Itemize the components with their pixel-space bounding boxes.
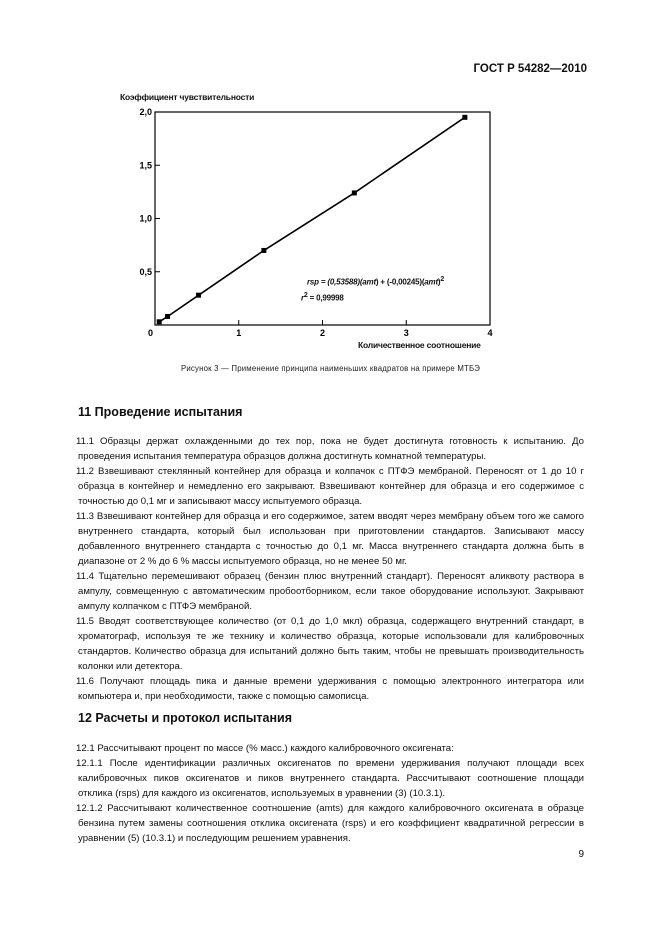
x-tick-label: 1 (236, 328, 242, 338)
x-tick-label: 0 (147, 328, 153, 338)
x-tick-label: 4 (487, 328, 493, 338)
section-11-body (78, 434, 584, 704)
data-point (352, 190, 357, 195)
chart-svg (110, 88, 530, 358)
calibration-figure (110, 88, 530, 368)
document-header: ГОСТ Р 54282—2010 (473, 63, 587, 75)
paragraph-11-4: 11.4 Тщательно перемешивают образец (бензин плюс внутренний стандарт). Переносят аликвоту раствора в ампулу, совмещенную с автоматическим пробоотборником, если такое оборудование используют. Закрывают ампулу колпачком с ПТФЭ мембраной. (76, 571, 584, 612)
x-axis-label: Количественное соотношение (358, 340, 481, 350)
paragraph-11-2: 11.2 Взвешивают стеклянный контейнер для образца и колпачок с ПТФЭ мембраной. Переносят от 1 до 10 г образца в контейнер и немедленно его закрывают. Взвешивают контейнер для образца и его содержимое с точностью до 0,1 мг и записывают массу испытуемого образца. (76, 466, 584, 507)
y-tick-label: 2,0 (139, 107, 152, 117)
data-point (196, 293, 201, 298)
paragraph-12-1-2: 12.1.2 Рассчитывают количественное соотношение (amts) для каждого калибровочного оксигената в образце бензина путем замены соотношения отклика оксигената (rsps) и его коэффициент квадратичной регрессии в уравнении (5) (10.3.1) и последующим решением уравнения. (76, 803, 584, 844)
data-point (462, 115, 467, 120)
chart-title: Коэффициент чувствительности (120, 92, 255, 102)
data-point (261, 248, 266, 253)
paragraph-12-1-1: 12.1.1 После идентификации различных оксигенатов по времени удерживания получают площади всех калибровочных пиков оксигенатов и пиков внутреннего стандарта. Рассчитывают соотношение площади отклика (rsps) для каждого из оксигенатов, используемых в уравнении (3) (10.3.1). (76, 758, 584, 799)
section-12-body (78, 741, 584, 846)
y-tick-label: 1,5 (139, 160, 152, 171)
data-point (157, 319, 162, 324)
figure-caption: Рисунок 3 — Применение принципа наименьших квадратов на примере МТБЭ (180, 364, 481, 373)
section-title-11: 11 Проведение испытания (78, 405, 243, 419)
paragraph-11-5: 11.5 Вводят соответствующее количество (от 0,1 до 1,0 мкл) образца, содержащего внутренний стандарт, в хроматограф, используя те же технику и количество образца, которые использовали для калибровочных стандартов. Количество образца для испытаний должно быть таким, чтобы не превышать производительность колонки или детектора. (76, 616, 584, 672)
paragraph-11-1: 11.1 Образцы держат охлажденными до тех пор, пока не будет достигнута готовность к испытанию. До проведения испытания температура образцов должна достигнуть комнатной температуры. (76, 436, 584, 462)
r-squared-value: $r^2 = 0,99998$ (301, 292, 344, 303)
data-point (165, 314, 170, 319)
paragraph-11-3: 11.3 Взвешивают контейнер для образца и его содержимое, затем вводят через мембрану объем того же самого внутреннего стандарта, который был использован при приготовлении стандартов. Записывают массу добавленного внутреннего стандарта с точностью до 0,1 мг. Масса внутреннего стандарта должна быть в диапазоне от 2 % до 6 % массы испытуемого образца, но не менее 50 мг. (76, 511, 584, 567)
page-number: 9 (578, 849, 584, 860)
paragraph-11-6: 11.6 Получают площадь пика и данные времени удерживания с помощью электронного интегратора или компьютера и, при необходимости, также с помощью самописца. (76, 676, 584, 702)
regression-equation: rsp = (0,53588)(amt) + (-0,00245)(amt)$^2$ (307, 276, 445, 287)
x-tick-label: 3 (403, 328, 409, 338)
x-tick-label: 2 (319, 328, 326, 338)
y-tick-label: 1,0 (139, 213, 152, 224)
y-tick-label: 0,5 (139, 266, 152, 277)
section-title-12: 12 Расчеты и протокол испытания (78, 711, 292, 725)
paragraph-12-1: 12.1 Рассчитывают процент по массе (% масс.) каждого калибровочного оксигената: (76, 743, 454, 754)
